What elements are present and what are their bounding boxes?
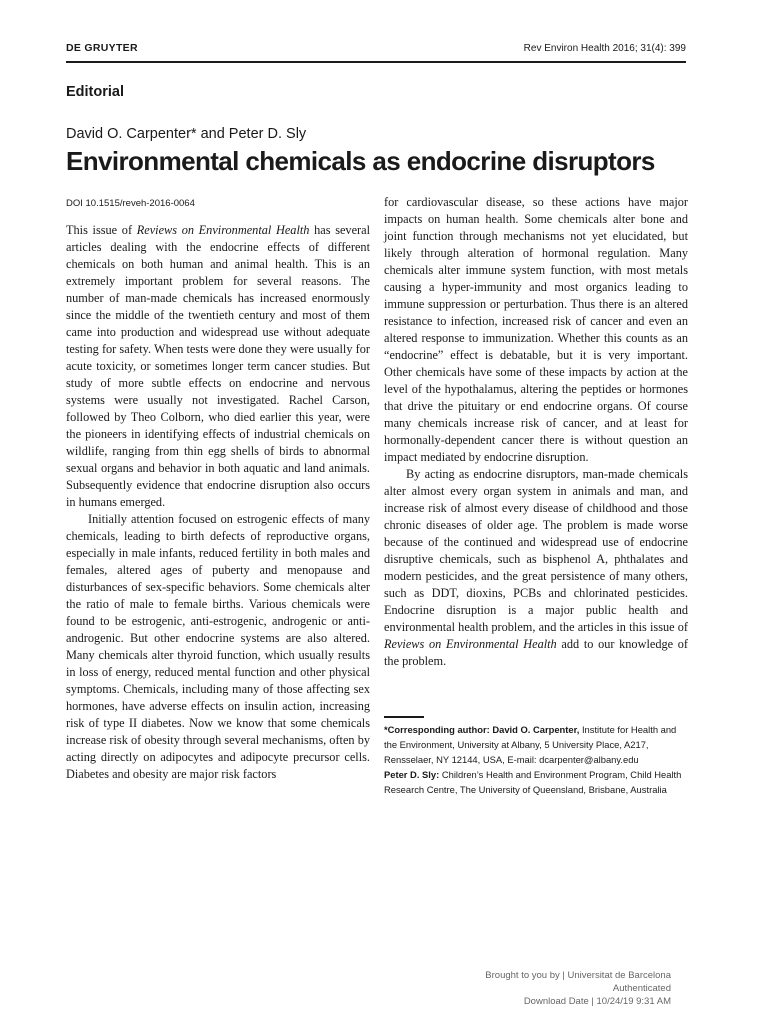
footnote-text: Institute for Health and the Environment, University at Albany, 5 University Place, A217, Rensselaer, NY 12144, USA, E-mail: dcarpenter@albany.edu bbox=[384, 724, 677, 765]
text-span: has several articles dealing with the endocrine effects of different chemicals on both human and animal health. This is an extremely important problem for several reasons. The number of man-made chemicals has increased enormously since the middle of the twentieth century and most of them came into production and widespread use without adequate testing for safety. When tests were done they were usually for acute toxicity, or sometimes longer term cancer studies. But study of more subtle effects on endocrine and nervous systems were usually not investigated. Rachel Carson, followed by Theo Colborn, who died earlier this year, were the pioneers in identifying effects of industrial chemicals on wildlife, ranging from thin egg shells of birds to abnormal sexual organs and behavior in both aquatic and land animals. Subsequently evidence that endocrine disruption also occurs in humans emerged. bbox=[66, 223, 371, 509]
author-line: David O. Carpenter* and Peter D. Sly bbox=[66, 126, 307, 142]
left-column bbox=[66, 222, 370, 783]
running-header bbox=[66, 40, 686, 56]
corresponding-author-note bbox=[384, 722, 688, 767]
journal-name-italic: Reviews on Environmental Health bbox=[384, 637, 557, 651]
footnote-text: Children’s Health and Environment Program, Child Health Research Centre, The University of Queensland, Brisbane, Australia bbox=[384, 769, 682, 795]
publisher-name: DE GRUYTER bbox=[66, 42, 138, 54]
text-span: This issue of bbox=[66, 223, 137, 237]
paragraph-4 bbox=[384, 466, 688, 670]
download-stamp bbox=[411, 969, 671, 1008]
footnote-label: *Corresponding author: David O. Carpenter, bbox=[384, 724, 580, 735]
text-span: add to our knowledge of the problem. bbox=[384, 637, 689, 668]
paragraph-1 bbox=[66, 222, 370, 511]
doi-line: DOI 10.1515/reveh-2016-0064 bbox=[66, 198, 195, 209]
paragraph-2: Initially attention focused on estrogenic effects of many chemicals, leading to birth defects of reproductive organs, especially in male infants, reduced fertility in both males and females, altered ages of puberty and menopause and disturbances of sex-specific behaviors. Some chemicals alter the ratio of male to female births. Various chemicals were found to be estrogenic, anti-estrogenic, androgenic or anti-androgenic. But other endocrine systems are also altered. Many chemicals alter thyroid function, which usually results in loss of energy, reduced mental function and other physical symptoms. Chemicals, including many of those affecting sex hormones, have adverse effects on insulin action, increasing risk of type II diabetes. Now we know that some chemicals increase risk of obesity through several mechanisms, often by acting directly on adipocytes and adipocyte precursor cells. Diabetes and obesity are major risk factors bbox=[66, 512, 370, 781]
brought-to-you-line: Brought to you by | Universitat de Barcelona bbox=[485, 970, 671, 981]
right-column bbox=[384, 194, 688, 670]
footnote-label: Peter D. Sly: bbox=[384, 769, 440, 780]
section-label: Editorial bbox=[66, 84, 125, 100]
paragraph-3: for cardiovascular disease, so these actions have major impacts on human health. Some chemicals alter bone and joint function through mechanisms not yet elucidated, but likely through alteration of hormonal regulation. Many chemicals alter immune system function, with most metals causing a hyper-immunity and most organics leading to immune suppression or perturbation. Thus there is an altered resistance to infection, increased risk of cancer and even an altered response to immunization. Whether this counts as an “endocrine” effect is debatable, but it is very important. Other chemicals have some of these impacts by action at the level of the hypothalamus, altering the peptides or hormones that drive the pituitary or end endocrine organs. Of course many chemicals increase risk of cancer, and at least for hormonally-dependent cancer there is without question an impact mediated by endocrine disruption. bbox=[384, 195, 688, 464]
text-span: By acting as endocrine disruptors, man-made chemicals alter almost every organ system in animals and man, and increase risk of almost every disease of childhood and those chronic diseases of older age. The problem is made worse because of the continued and widespread use of endocrine disruptive chemicals, such as bisphenol A, phthalates and modern pesticides, and the great persistence of many others, such as DDT, dioxins, PCBs and chlorinated pesticides. Endocrine disruption is a major public health and environmental health problem, and the articles in this issue of bbox=[384, 467, 688, 634]
coauthor-note bbox=[384, 767, 688, 797]
article-title: Environmental chemicals as endocrine disruptors bbox=[66, 146, 655, 176]
header-rule bbox=[66, 61, 686, 63]
footnote bbox=[384, 722, 688, 797]
journal-citation: Rev Environ Health 2016; 31(4): 399 bbox=[523, 42, 686, 54]
footnote-rule bbox=[384, 716, 424, 718]
download-date-line: Download Date | 10/24/19 9:31 AM bbox=[523, 996, 671, 1007]
authenticated-line: Authenticated bbox=[612, 983, 671, 994]
journal-name-italic: Reviews on Environmental Health bbox=[136, 223, 310, 237]
